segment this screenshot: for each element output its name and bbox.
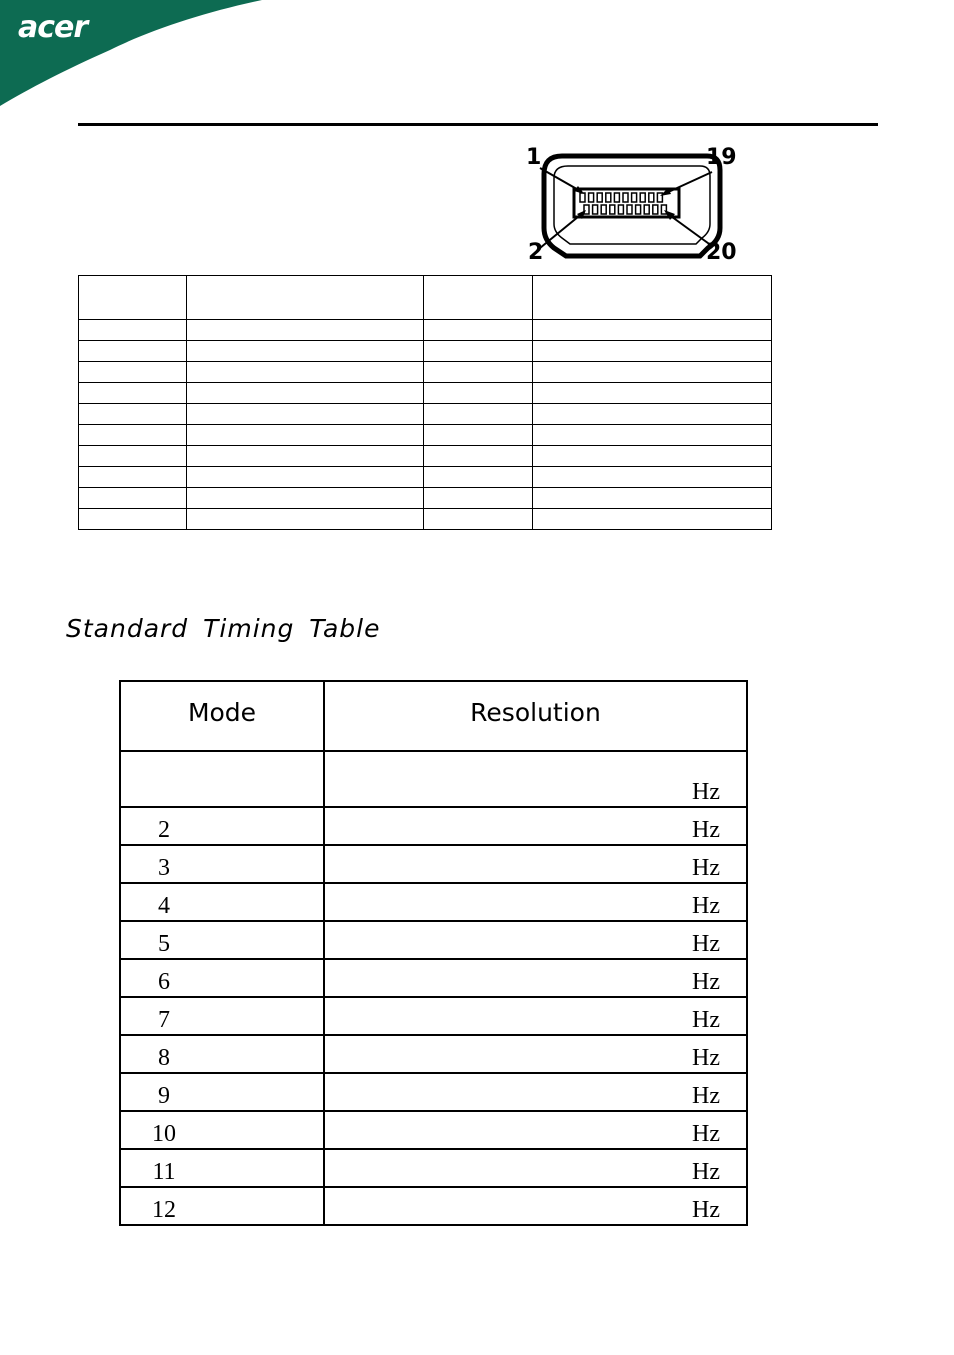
- mode-number: 5: [158, 931, 170, 957]
- connector-pin: [601, 205, 606, 214]
- mode-number: 11: [152, 1159, 176, 1185]
- mode-number: 3: [158, 855, 170, 881]
- table-cell: [424, 404, 533, 425]
- mode-cell: [120, 845, 324, 883]
- pin-assignment-table: [78, 275, 772, 530]
- resolution-cell: [324, 1073, 747, 1111]
- mode-cell: [120, 883, 324, 921]
- table-row: [79, 425, 772, 446]
- connector-pin: [632, 193, 637, 202]
- frequency-unit: Hz: [692, 1159, 720, 1185]
- table-cell: [533, 276, 772, 320]
- resolution-cell: [324, 751, 747, 807]
- table-row: [79, 362, 772, 383]
- table-row: [79, 383, 772, 404]
- frequency-unit: Hz: [692, 969, 720, 995]
- connector-pin: [580, 193, 585, 202]
- connector-pin: [614, 193, 619, 202]
- table-cell: [186, 425, 424, 446]
- table-row: [79, 446, 772, 467]
- table-cell: [79, 446, 187, 467]
- frequency-unit: Hz: [692, 779, 720, 805]
- connector-pin: [606, 193, 611, 202]
- mode-cell: [120, 751, 324, 807]
- mode-cell: [120, 1035, 324, 1073]
- connector-pin: [610, 205, 615, 214]
- mode-number: 2: [158, 817, 170, 843]
- table-cell: [186, 383, 424, 404]
- mode-number: 4: [158, 893, 170, 919]
- frequency-unit: Hz: [692, 893, 720, 919]
- table-cell: [186, 404, 424, 425]
- frequency-unit: Hz: [692, 1083, 720, 1109]
- table-cell: [79, 404, 187, 425]
- frequency-unit: Hz: [692, 1197, 720, 1223]
- table-row: [79, 404, 772, 425]
- table-cell: [79, 362, 187, 383]
- table-cell: [186, 509, 424, 530]
- table-row: [120, 1111, 747, 1149]
- table-row: [120, 1149, 747, 1187]
- mode-cell: [120, 1149, 324, 1187]
- table-cell: [186, 341, 424, 362]
- table-cell: [186, 446, 424, 467]
- table-cell: [79, 341, 187, 362]
- connector-pin: [623, 193, 628, 202]
- standard-timing-table: [119, 680, 748, 1226]
- table-cell: [424, 446, 533, 467]
- connector-pin: [640, 193, 645, 202]
- connector-pin: [593, 205, 598, 214]
- table-cell: [186, 362, 424, 383]
- pin-label-2: 2: [528, 240, 544, 265]
- connector-pin: [636, 205, 641, 214]
- connector-pin: [627, 205, 632, 214]
- resolution-cell: [324, 1187, 747, 1225]
- connector-pin: [644, 205, 649, 214]
- header-divider: [78, 123, 878, 126]
- table-cell: [79, 488, 187, 509]
- table-cell: [186, 320, 424, 341]
- table-cell: [533, 509, 772, 530]
- table-row: [120, 1035, 747, 1073]
- table-row: [79, 488, 772, 509]
- pin-label-1: 1: [526, 145, 542, 170]
- mode-number: 10: [152, 1121, 176, 1147]
- table-row: [120, 751, 747, 807]
- table-row: [120, 883, 747, 921]
- mode-cell: [120, 1111, 324, 1149]
- table-cell: [533, 320, 772, 341]
- table-row: [120, 959, 747, 997]
- table-cell: [424, 341, 533, 362]
- mode-cell: [120, 1073, 324, 1111]
- table-row: [120, 807, 747, 845]
- table-cell: [79, 425, 187, 446]
- table-row: [120, 845, 747, 883]
- table-cell: [424, 488, 533, 509]
- table-cell: [533, 404, 772, 425]
- table-cell: [79, 276, 187, 320]
- resolution-cell: [324, 845, 747, 883]
- resolution-cell: [324, 1149, 747, 1187]
- table-cell: [79, 467, 187, 488]
- mode-cell: [120, 921, 324, 959]
- table-row: [120, 921, 747, 959]
- mode-header: Mode: [120, 681, 324, 751]
- table-cell: [424, 362, 533, 383]
- table-cell: [79, 320, 187, 341]
- table-cell: [186, 488, 424, 509]
- pin-label-20: 20: [706, 240, 737, 265]
- connector-pin: [597, 193, 602, 202]
- table-cell: [186, 467, 424, 488]
- mode-cell: [120, 959, 324, 997]
- table-cell: [424, 509, 533, 530]
- table-row: [79, 320, 772, 341]
- mode-cell: [120, 1187, 324, 1225]
- table-cell: [79, 509, 187, 530]
- resolution-cell: [324, 921, 747, 959]
- resolution-header: Resolution: [324, 681, 747, 751]
- table-cell: [424, 383, 533, 404]
- acer-logo: acer: [18, 10, 88, 45]
- frequency-unit: Hz: [692, 1007, 720, 1033]
- connector-pin: [653, 205, 658, 214]
- table-cell: [186, 276, 424, 320]
- resolution-cell: [324, 883, 747, 921]
- mode-number: 12: [152, 1197, 176, 1223]
- table-cell: [533, 425, 772, 446]
- table-row: [79, 276, 772, 320]
- resolution-cell: [324, 997, 747, 1035]
- frequency-unit: Hz: [692, 817, 720, 843]
- table-cell: [424, 425, 533, 446]
- frequency-unit: Hz: [692, 931, 720, 957]
- table-cell: [424, 276, 533, 320]
- connector-pin: [589, 193, 594, 202]
- mode-number: 8: [158, 1045, 170, 1071]
- mode-number: 6: [158, 969, 170, 995]
- table-row: [120, 997, 747, 1035]
- table-row: [120, 1073, 747, 1111]
- frequency-unit: Hz: [692, 1045, 720, 1071]
- resolution-cell: [324, 807, 747, 845]
- table-cell: [533, 362, 772, 383]
- mode-number: 9: [158, 1083, 170, 1109]
- table-row: [120, 1187, 747, 1225]
- resolution-cell: [324, 959, 747, 997]
- table-cell: [533, 383, 772, 404]
- connector-pin: [618, 205, 623, 214]
- resolution-cell: [324, 1035, 747, 1073]
- table-header-row: [120, 681, 747, 751]
- table-cell: [533, 341, 772, 362]
- mode-cell: [120, 807, 324, 845]
- resolution-cell: [324, 1111, 747, 1149]
- pin-label-19: 19: [706, 145, 737, 170]
- frequency-unit: Hz: [692, 855, 720, 881]
- table-row: [79, 509, 772, 530]
- mode-cell: [120, 997, 324, 1035]
- connector-pin: [649, 193, 654, 202]
- table-cell: [533, 488, 772, 509]
- table-cell: [533, 467, 772, 488]
- table-row: [79, 341, 772, 362]
- mode-number: 7: [158, 1007, 170, 1033]
- table-cell: [533, 446, 772, 467]
- frequency-unit: Hz: [692, 1121, 720, 1147]
- section-title: Standard Timing Table: [66, 614, 381, 643]
- table-row: [79, 467, 772, 488]
- table-cell: [424, 320, 533, 341]
- table-cell: [424, 467, 533, 488]
- table-cell: [79, 383, 187, 404]
